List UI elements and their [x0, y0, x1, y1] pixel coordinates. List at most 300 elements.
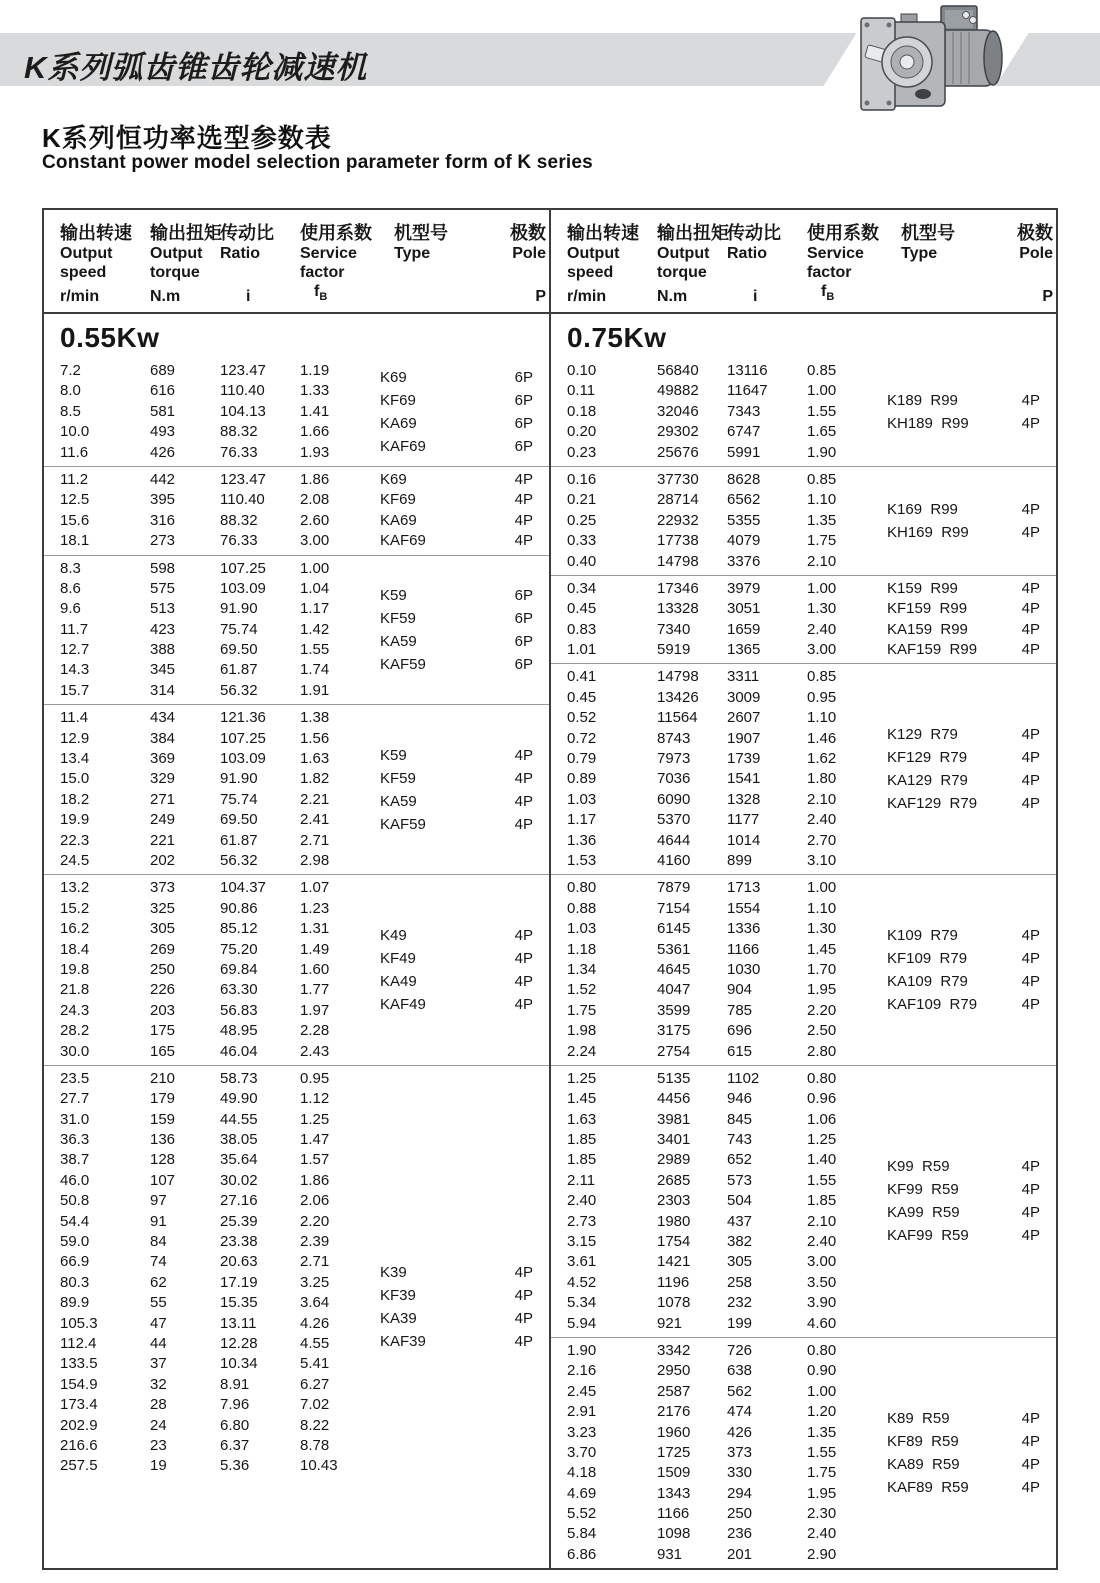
cell-ratio: 615 [727, 1042, 753, 1060]
cell-ratio: 6747 [727, 423, 761, 441]
pole-label: 4P [1021, 795, 1040, 813]
type-label: KF49 [380, 950, 416, 968]
cell-output-torque: 575 [150, 579, 176, 597]
cell-ratio: 330 [727, 1464, 753, 1482]
cell-service-factor: 3.25 [300, 1273, 330, 1291]
cell-service-factor: 2.10 [807, 1212, 837, 1230]
cell-output-torque: 3175 [657, 1022, 691, 1040]
cell-output-torque: 2950 [657, 1362, 691, 1380]
cell-output-torque: 11564 [657, 709, 698, 727]
blocks [551, 358, 1056, 1568]
header-en: Service [300, 245, 357, 262]
type-row [887, 1407, 1040, 1430]
cell-output-speed: 0.45 [567, 600, 597, 618]
cell-ratio: 638 [727, 1362, 753, 1380]
cell-service-factor: 3.50 [807, 1273, 837, 1291]
cell-service-factor: 1.57 [300, 1151, 330, 1169]
header-col-torque [150, 222, 220, 307]
cell-output-speed: 80.3 [60, 1273, 90, 1291]
cell-ratio: 12.28 [220, 1334, 258, 1352]
type-row [380, 435, 533, 458]
cell-output-torque: 28 [150, 1396, 167, 1414]
cell-ratio: 11647 [727, 382, 768, 400]
pole-label: 4P [514, 769, 533, 787]
cell-service-factor: 1.07 [300, 879, 330, 897]
cell-output-torque: 203 [150, 1001, 176, 1019]
type-label: KA59 [380, 792, 417, 810]
cell-output-speed: 202.9 [60, 1416, 98, 1434]
type-row [887, 970, 1040, 993]
type-row [887, 924, 1040, 947]
type-label: KAF59 [380, 815, 426, 833]
cell-output-torque: 1196 [657, 1273, 690, 1291]
cell-ratio: 474 [727, 1403, 753, 1421]
cell-output-speed: 1.34 [567, 960, 597, 978]
cell-service-factor: 8.22 [300, 1416, 330, 1434]
cell-output-speed: 0.10 [567, 362, 597, 379]
cell-output-speed: 38.7 [60, 1151, 90, 1169]
cell-output-speed: 13.4 [60, 750, 90, 768]
cell-output-speed: 0.33 [567, 532, 597, 550]
cell-output-torque: 7340 [657, 620, 691, 638]
cell-ratio: 258 [727, 1273, 753, 1291]
cell-ratio: 8.91 [220, 1375, 250, 1393]
type-label: KAF39 [380, 1332, 426, 1350]
cell-output-torque: 2989 [657, 1151, 691, 1169]
cell-output-torque: 1509 [657, 1464, 691, 1482]
blocks [44, 358, 549, 1480]
type-row [887, 579, 1040, 599]
pole-label: 4P [514, 1309, 533, 1327]
type-label: K39 [380, 1263, 407, 1281]
cell-output-torque: 373 [150, 879, 176, 897]
type-label: KA49 [380, 973, 417, 991]
cell-service-factor: 2.50 [807, 1022, 837, 1040]
cell-service-factor: 2.30 [807, 1505, 837, 1523]
pole-label: 4P [514, 996, 533, 1014]
type-row [887, 1155, 1040, 1178]
cell-output-speed: 4.18 [567, 1464, 597, 1482]
cell-output-speed: 31.0 [60, 1110, 90, 1128]
cell-service-factor: 4.55 [300, 1334, 330, 1352]
cell-ratio: 13.11 [220, 1314, 257, 1332]
cell-output-torque: 1343 [657, 1484, 691, 1502]
cell-output-speed: 12.7 [60, 641, 90, 659]
header-zh: 输出扭矩 [150, 223, 222, 243]
type-label: K69 [380, 368, 407, 386]
cell-service-factor: 2.41 [300, 811, 330, 829]
cell-output-speed: 0.23 [567, 443, 597, 461]
cell-output-speed: 22.3 [60, 831, 90, 849]
data-block [44, 704, 549, 874]
cell-output-torque: 3342 [657, 1341, 691, 1359]
cell-ratio: 1102 [727, 1069, 760, 1087]
table-header [44, 210, 549, 314]
header-unit: N.m [150, 288, 181, 306]
cell-ratio: 63.30 [220, 981, 258, 999]
cell-ratio: 13116 [727, 362, 768, 379]
type-row [887, 723, 1040, 746]
cell-output-torque: 5370 [657, 811, 691, 829]
pole-label: 4P [514, 927, 533, 945]
cell-output-speed: 18.2 [60, 790, 90, 808]
cell-output-speed: 27.7 [60, 1090, 90, 1108]
cell-ratio: 58.73 [220, 1069, 258, 1087]
type-row [887, 1453, 1040, 1476]
cell-ratio: 7343 [727, 402, 761, 420]
cell-service-factor: 1.63 [300, 750, 330, 768]
cell-output-speed: 14.3 [60, 661, 90, 679]
pole-label: 4P [1021, 1456, 1040, 1474]
cell-service-factor: 2.98 [300, 851, 330, 869]
cell-output-speed: 15.6 [60, 511, 90, 529]
type-column [887, 470, 1056, 572]
cell-output-speed: 0.20 [567, 423, 597, 441]
cell-output-torque: 221 [150, 831, 176, 849]
cell-ratio: 35.64 [220, 1151, 258, 1169]
type-column [380, 708, 549, 871]
cell-service-factor: 1.31 [300, 920, 330, 938]
cell-service-factor: 7.02 [300, 1396, 330, 1414]
cell-output-speed: 2.91 [567, 1403, 597, 1421]
type-column [380, 470, 549, 552]
type-label: KF129 R79 [887, 749, 968, 767]
cell-output-torque: 249 [150, 811, 176, 829]
type-label: KA69 [380, 511, 417, 529]
cell-output-speed: 15.2 [60, 899, 90, 917]
type-label: KA159 R99 [887, 620, 968, 638]
cell-output-torque: 271 [150, 790, 176, 808]
cell-service-factor: 3.00 [300, 532, 330, 550]
cell-ratio: 91.90 [220, 600, 258, 618]
cell-service-factor: 1.75 [807, 1464, 837, 1482]
cell-ratio: 110.40 [220, 382, 265, 400]
cell-output-speed: 10.0 [60, 423, 90, 441]
cell-output-speed: 5.94 [567, 1314, 597, 1332]
cell-service-factor: 6.27 [300, 1375, 330, 1393]
cell-output-speed: 1.98 [567, 1022, 597, 1040]
cell-output-torque: 44 [150, 1334, 167, 1352]
cell-output-speed: 23.5 [60, 1069, 90, 1087]
pole-label: 6P [514, 586, 533, 604]
cell-ratio: 76.33 [220, 443, 258, 461]
cell-ratio: 305 [727, 1253, 753, 1271]
cell-output-speed: 59.0 [60, 1233, 90, 1251]
cell-output-torque: 2176 [657, 1403, 691, 1421]
cell-service-factor: 1.42 [300, 620, 330, 638]
cell-service-factor: 1.04 [300, 579, 330, 597]
header-col-type [380, 222, 510, 307]
cell-output-torque: 37 [150, 1355, 167, 1373]
data-block [551, 1065, 1056, 1337]
type-label: KF59 [380, 769, 416, 787]
type-label: KAF89 R59 [887, 1479, 969, 1497]
cell-output-speed: 3.61 [567, 1253, 597, 1271]
type-row [887, 1224, 1040, 1247]
cell-output-speed: 1.52 [567, 981, 597, 999]
cell-ratio: 1014 [727, 831, 761, 849]
banner-strip-right [995, 33, 1100, 86]
cell-service-factor: 0.95 [807, 688, 837, 706]
cell-output-torque: 2685 [657, 1171, 691, 1189]
type-row [380, 511, 533, 531]
type-label: KH169 R99 [887, 523, 969, 541]
cell-output-torque: 434 [150, 709, 176, 727]
type-column [380, 361, 549, 463]
cell-service-factor: 1.82 [300, 770, 330, 788]
cell-output-torque: 97 [150, 1192, 167, 1210]
type-label: KAF109 R79 [887, 996, 978, 1014]
pole-label: 6P [514, 437, 533, 455]
cell-ratio: 110.40 [220, 491, 265, 509]
cell-service-factor: 1.45 [807, 940, 837, 958]
header-zh: 传动比 [727, 223, 781, 243]
cell-service-factor: 1.00 [807, 1382, 837, 1400]
cell-ratio: 562 [727, 1382, 753, 1400]
type-label: KA89 R59 [887, 1456, 960, 1474]
pole-label: 4P [1021, 414, 1040, 432]
type-label: KF69 [380, 391, 416, 409]
header-unit: r/min [60, 288, 100, 306]
cell-output-torque: 4456 [657, 1090, 691, 1108]
cell-ratio: 75.74 [220, 790, 258, 808]
cell-ratio: 199 [727, 1314, 753, 1332]
cell-output-speed: 1.17 [567, 811, 597, 829]
cell-service-factor: 2.90 [807, 1545, 837, 1563]
cell-output-speed: 1.25 [567, 1069, 597, 1087]
pole-label: 4P [514, 746, 533, 764]
header-en: Pole [1019, 245, 1053, 262]
banner-title: K系列弧齿锥齿轮减速机 [24, 50, 368, 85]
type-row [887, 640, 1040, 660]
cell-output-speed: 133.5 [60, 1355, 98, 1373]
header-en: factor [300, 264, 345, 281]
cell-output-speed: 19.8 [60, 960, 90, 978]
cell-output-torque: 513 [150, 600, 176, 618]
cell-output-speed: 257.5 [60, 1457, 98, 1475]
cell-output-speed: 11.6 [60, 443, 89, 461]
cell-output-torque: 4644 [657, 831, 691, 849]
data-block [551, 466, 1056, 575]
cell-output-torque: 179 [150, 1090, 176, 1108]
cell-ratio: 61.87 [220, 661, 258, 679]
cell-service-factor: 2.40 [807, 1233, 837, 1251]
header-col-ratio [220, 222, 300, 307]
cell-output-torque: 17738 [657, 532, 699, 550]
cell-output-speed: 30.0 [60, 1042, 90, 1060]
cell-service-factor: 1.40 [807, 1151, 837, 1169]
cell-service-factor: 2.71 [300, 1253, 330, 1271]
cell-service-factor: 0.80 [807, 1341, 837, 1359]
cell-service-factor: 1.85 [807, 1192, 837, 1210]
cell-output-torque: 210 [150, 1069, 176, 1087]
cell-ratio: 10.34 [220, 1355, 258, 1373]
cell-ratio: 1659 [727, 620, 761, 638]
cell-ratio: 48.95 [220, 1022, 258, 1040]
cell-output-torque: 1078 [657, 1294, 691, 1312]
cell-output-torque: 598 [150, 559, 176, 577]
cell-output-speed: 0.40 [567, 552, 597, 570]
pole-label: 4P [1021, 641, 1040, 659]
cell-output-torque: 14798 [657, 668, 699, 686]
cell-output-torque: 136 [150, 1131, 176, 1149]
type-label: KA69 [380, 414, 417, 432]
cell-ratio: 15.35 [220, 1294, 258, 1312]
cell-service-factor: 1.56 [300, 729, 330, 747]
cell-output-speed: 2.45 [567, 1382, 597, 1400]
cell-service-factor: 1.35 [807, 511, 837, 529]
cell-output-torque: 25676 [657, 443, 699, 461]
type-row [380, 630, 533, 653]
cell-service-factor: 3.10 [807, 851, 837, 869]
cell-output-speed: 8.0 [60, 382, 81, 400]
pole-label: 4P [1021, 1204, 1040, 1222]
cell-output-speed: 1.85 [567, 1151, 597, 1169]
type-label: KAF159 R99 [887, 641, 978, 659]
type-label: K59 [380, 746, 407, 764]
cell-ratio: 69.50 [220, 641, 258, 659]
cell-output-torque: 1166 [657, 1505, 690, 1523]
type-row [887, 599, 1040, 619]
table-panel [549, 210, 1056, 1568]
cell-output-torque: 7036 [657, 770, 691, 788]
header-unit: $f_B$ [314, 283, 328, 304]
cell-output-speed: 15.0 [60, 770, 90, 788]
data-block [44, 466, 549, 555]
pole-label: 4P [1021, 1158, 1040, 1176]
pole-label: 6P [514, 414, 533, 432]
cell-service-factor: 1.55 [807, 1171, 837, 1189]
cell-service-factor: 1.60 [300, 960, 330, 978]
cell-service-factor: 3.00 [807, 1253, 837, 1271]
cell-ratio: 504 [727, 1192, 753, 1210]
cell-service-factor: 2.10 [807, 552, 837, 570]
cell-service-factor: 1.06 [807, 1110, 837, 1128]
cell-output-torque: 689 [150, 362, 176, 379]
header-col-ratio [727, 222, 807, 307]
header-en: torque [150, 264, 200, 281]
cell-service-factor: 1.00 [807, 382, 837, 400]
cell-ratio: 3051 [727, 600, 761, 618]
cell-output-speed: 11.4 [60, 709, 89, 727]
power-label: 0.55Kw [60, 322, 160, 353]
cell-output-speed: 0.45 [567, 688, 597, 706]
cell-output-speed: 1.63 [567, 1110, 597, 1128]
cell-service-factor: 1.23 [300, 899, 330, 917]
cell-service-factor: 2.20 [300, 1212, 330, 1230]
cell-ratio: 1713 [727, 879, 761, 897]
header-zh: 机型号 [394, 223, 448, 243]
data-block [44, 874, 549, 1065]
cell-output-torque: 3599 [657, 1001, 691, 1019]
type-row [380, 993, 533, 1016]
cell-service-factor: 1.77 [300, 981, 330, 999]
type-row [887, 498, 1040, 521]
type-row [380, 470, 533, 490]
cell-ratio: 7.96 [220, 1396, 250, 1414]
type-row [887, 1201, 1040, 1224]
cell-service-factor: 1.25 [807, 1131, 837, 1149]
type-row [887, 389, 1040, 412]
cell-output-torque: 273 [150, 532, 176, 550]
pole-label: 4P [1021, 523, 1040, 541]
cell-output-speed: 4.52 [567, 1273, 597, 1291]
pole-label: 4P [1021, 579, 1040, 597]
cell-output-torque: 493 [150, 423, 176, 441]
type-column [380, 559, 549, 702]
type-label: KA59 [380, 632, 417, 650]
type-label: K109 R79 [887, 927, 958, 945]
cell-ratio: 743 [727, 1131, 753, 1149]
header-unit: $f_B$ [821, 283, 835, 304]
cell-output-speed: 8.6 [60, 579, 81, 597]
cell-output-speed: 50.8 [60, 1192, 90, 1210]
cell-output-torque: 3981 [657, 1110, 691, 1128]
header-col-type [887, 222, 1017, 307]
cell-service-factor: 1.55 [807, 402, 837, 420]
type-label: KA99 R59 [887, 1204, 960, 1222]
cell-output-torque: 369 [150, 750, 176, 768]
cell-service-factor: 2.21 [300, 790, 330, 808]
cell-ratio: 1328 [727, 790, 761, 808]
cell-ratio: 69.50 [220, 811, 258, 829]
data-block [551, 874, 1056, 1065]
cell-service-factor: 2.08 [300, 491, 330, 509]
cell-ratio: 49.90 [220, 1090, 258, 1108]
type-row [380, 584, 533, 607]
cell-ratio: 1739 [727, 750, 761, 768]
cell-output-torque: 29302 [657, 423, 699, 441]
pole-label: 4P [1021, 996, 1040, 1014]
type-row [887, 792, 1040, 815]
cell-output-torque: 49882 [657, 382, 699, 400]
cell-service-factor: 3.90 [807, 1294, 837, 1312]
cell-ratio: 3311 [727, 668, 760, 686]
cell-service-factor: 2.71 [300, 831, 330, 849]
cell-ratio: 1541 [727, 770, 761, 788]
cell-output-speed: 0.80 [567, 879, 597, 897]
cell-output-speed: 3.15 [567, 1233, 597, 1251]
cell-service-factor: 1.35 [807, 1423, 837, 1441]
cell-output-torque: 91 [150, 1212, 167, 1230]
cell-service-factor: 2.40 [807, 620, 837, 638]
type-column [887, 1341, 1056, 1565]
header-en: Output [60, 245, 113, 262]
cell-service-factor: 2.10 [807, 790, 837, 808]
cell-output-torque: 921 [657, 1314, 683, 1332]
cell-service-factor: 1.65 [807, 423, 837, 441]
cell-output-torque: 269 [150, 940, 176, 958]
cell-service-factor: 0.95 [300, 1069, 330, 1087]
cell-ratio: 38.05 [220, 1131, 258, 1149]
cell-output-torque: 4160 [657, 851, 691, 869]
header-col-factor [300, 222, 380, 307]
cell-output-speed: 0.18 [567, 402, 597, 420]
cell-service-factor: 1.12 [300, 1090, 330, 1108]
cell-output-speed: 15.7 [60, 681, 90, 699]
pole-label: 4P [1021, 772, 1040, 790]
cell-output-speed: 0.52 [567, 709, 597, 727]
cell-output-torque: 7879 [657, 879, 691, 897]
cell-output-torque: 931 [657, 1545, 683, 1563]
header-col-speed [60, 222, 150, 307]
pole-label: 4P [1021, 391, 1040, 409]
cell-output-torque: 316 [150, 511, 176, 529]
cell-service-factor: 1.47 [300, 1131, 330, 1149]
data-block [44, 555, 549, 705]
type-label: KAF59 [380, 655, 426, 673]
type-row [380, 607, 533, 630]
